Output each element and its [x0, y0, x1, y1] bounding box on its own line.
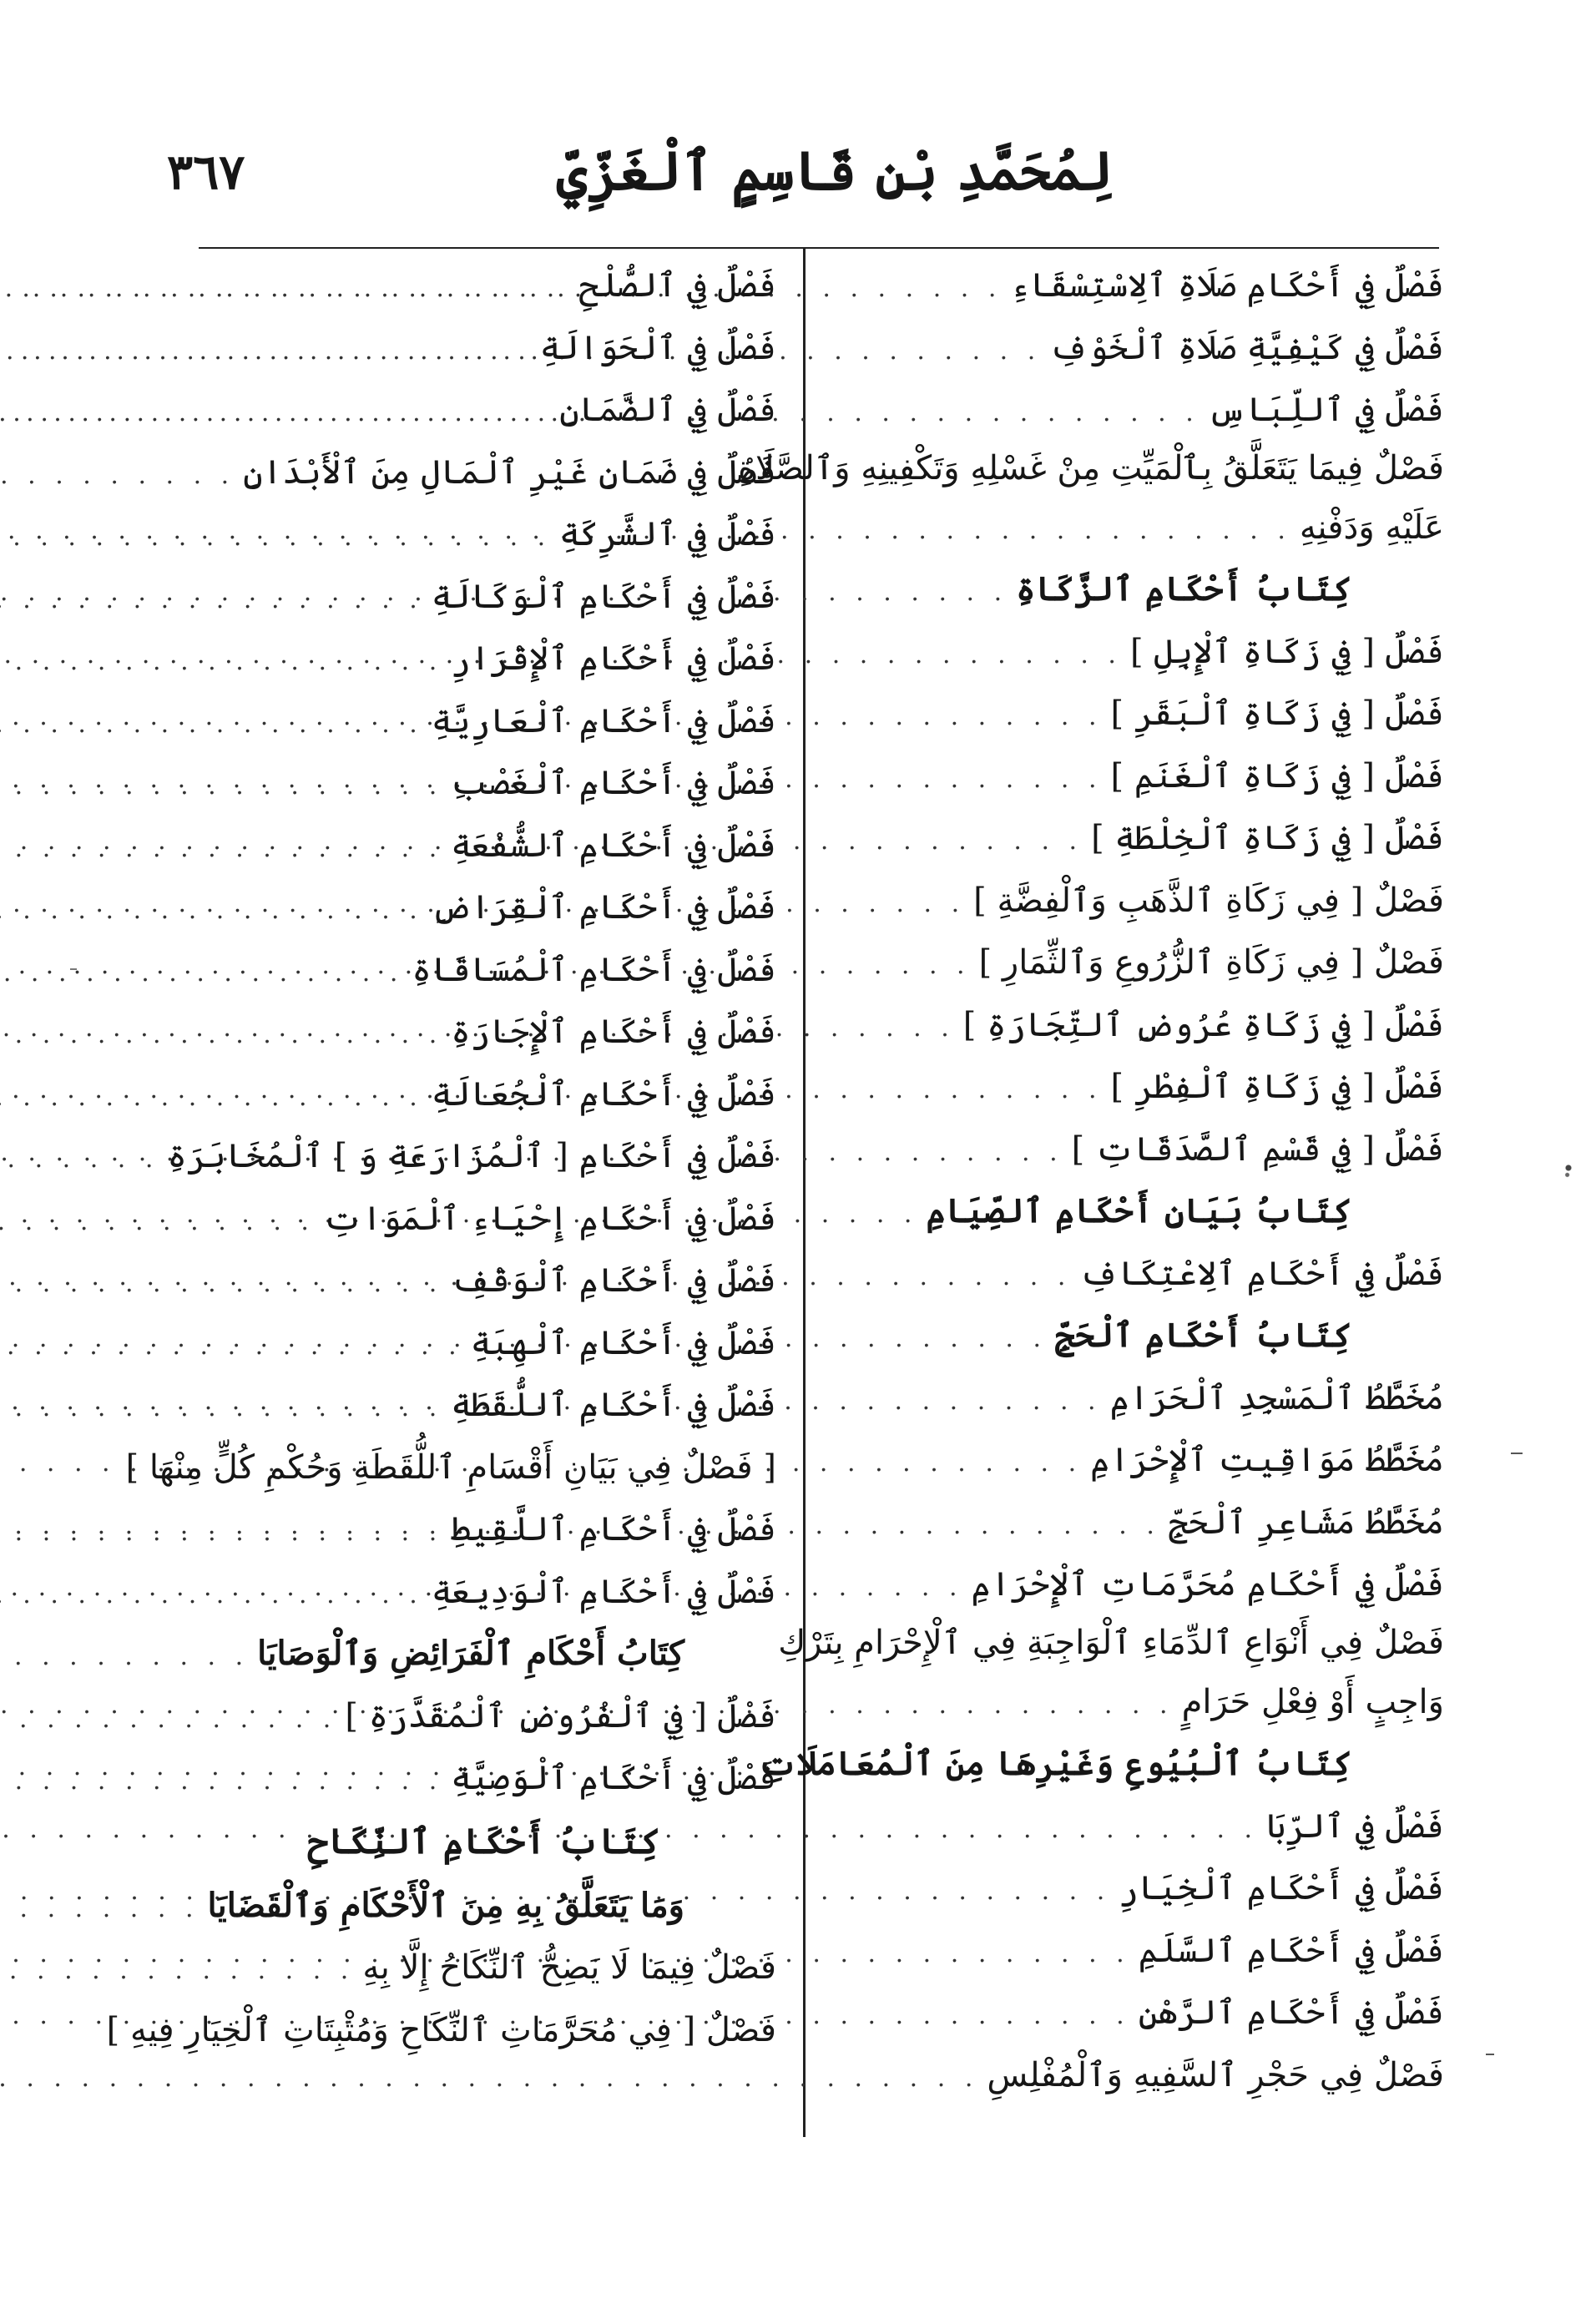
toc-entry: [860, 1118, 1444, 1180]
toc-entry-title: [ فَصْلٌ فِي بَيَانِ أَقْسَامِ ٱللُّقَطَةِ وَحُكْمِ كُلٍّ مِنْهَا ]: [125, 1448, 776, 1487]
toc-entry: [192, 378, 776, 441]
toc-entry-title: فَصْلٌ فِي أَحْكَامِ ٱلرَّهْنِ: [1138, 1993, 1444, 2032]
toc-entry-title: فَصْلٌ فِي أَحْكَامِ صَلَاةِ ٱلِاسْتِسْقَاءِ: [1010, 266, 1444, 305]
toc-entry: [192, 938, 776, 1001]
toc-leader-dots: [0, 1377, 451, 1440]
toc-entry-title: فَصْلٌ فِي ٱلْحَوَالَةِ: [539, 328, 776, 367]
toc-leader-dots: [0, 1689, 345, 1751]
toc-leader-dots: [0, 1253, 451, 1316]
toc-leader-dots: [0, 258, 579, 321]
toc-entry-title: فَصْلٌ [ فِي زَكَاةِ عُرُوضِ ٱلتِّجَارَةِ ]: [962, 1005, 1444, 1044]
toc-entry: [860, 682, 1444, 745]
scan-mark: [1511, 1453, 1523, 1454]
toc-entry: [192, 1000, 776, 1063]
toc-entry-title: فَصْلٌ فِي أَحْكَامِ ٱلْإِقْرَارِ: [451, 639, 776, 678]
toc-entry: [192, 876, 776, 938]
toc-leader-dots: [0, 818, 451, 881]
toc-entry: [860, 2044, 1444, 2106]
toc-entry: [192, 503, 776, 565]
toc-entry-title: فَصْلٌ فِي أَحْكَامِ ٱلْوَكَالَةِ: [431, 577, 776, 616]
toc-entry-title: فَصْلٌ فِي أَحْكَامِ ٱلْخِيَارِ: [1119, 1869, 1444, 1907]
toc-entry: [192, 1746, 776, 1809]
toc-entry: [860, 1795, 1444, 1857]
toc-entry-title: فَصْلٌ فِي ٱلرِّبَا: [1266, 1806, 1444, 1846]
toc-entry-title: فَصْلٌ فِي أَحْكَامِ ٱلشُّفْعَةِ: [451, 826, 776, 865]
toc-entry: [192, 1373, 776, 1436]
toc-entry: [192, 565, 776, 628]
toc-entry: [192, 316, 776, 379]
toc-entry: [192, 690, 776, 752]
toc-entry: [192, 627, 776, 690]
toc-entry-title: فَصْلٌ [ فِي زَكَاةِ ٱلْبَقَرِ ]: [1110, 695, 1444, 733]
toc-entry-title: مُخَطَّطُ ٱلْمَسْجِدِ ٱلْحَرَامِ: [1109, 1378, 1444, 1417]
toc-entry-title: فَصْلٌ فِي أَحْكَامِ ٱلْوَقْفِ: [451, 1261, 776, 1300]
toc-entry-title: فَصْلٌ [ فِي زَكَاةِ ٱلْإِبِلِ ]: [1129, 632, 1444, 671]
toc-entry: [860, 496, 1444, 558]
page-number: ٣٦٧: [167, 144, 245, 200]
toc-leader-dots: [0, 569, 432, 632]
toc-entry-title: فَصْلٌ فِي أَحْكَامِ ٱلْقِرَاضِ: [431, 888, 776, 927]
scan-mark: [70, 968, 77, 970]
toc-book-entry: [192, 1622, 776, 1685]
toc-entry: [860, 1055, 1444, 1118]
toc-entry-title: فَصْلٌ فِي ٱللِّبَاسِ: [1207, 391, 1444, 429]
toc-entry-title: فَصْلٌ فِي أَحْكَامِ ٱلْعَارِيَّةِ: [431, 701, 776, 740]
toc-leader-dots: [0, 1004, 451, 1067]
running-header-title: لِمُحَمَّدِ بْنِ قَاسِمٍ ٱلْغَزِّيِّ: [556, 140, 1114, 203]
toc-entry-title: وَاجِبٍ أَوْ فِعْلِ حَرَامٍ: [1181, 1682, 1444, 1721]
header-rule: [199, 247, 1439, 249]
toc-entry-title: فَصْلٌ فِي أَنْوَاعِ ٱلدِّمَاءِ ٱلْوَاجِبَةِ فِي ٱلْإِحْرَامِ بِتَرْكِ: [778, 1623, 1444, 1662]
toc-entry: [860, 316, 1444, 379]
toc-left-column: [106, 254, 776, 2060]
toc-entry-title: فَصْلٌ فِي ٱلصُّلْحِ: [578, 266, 776, 305]
toc-entry: [860, 254, 1444, 316]
toc-leader-dots: [0, 507, 559, 569]
toc-book-heading: كِتَابُ أَحْكَامِ ٱلنِّكَاحِ: [307, 1820, 661, 1862]
toc-leader-dots: [0, 1129, 167, 1191]
toc-entry: [192, 1311, 776, 1374]
toc-leader-dots: [0, 445, 243, 508]
toc-entry-title: فَصْلٌ فِي أَحْكَامِ [ ٱلْمُزَارَعَةِ وَ ] ٱلْمُخَابَرَةِ: [167, 1137, 776, 1175]
toc-leader-dots: [0, 942, 412, 1005]
toc-entry: [860, 745, 1444, 807]
toc-leader-dots: [0, 382, 559, 445]
toc-book-entry: [860, 1304, 1444, 1367]
toc-entry: [778, 1615, 1444, 1670]
toc-entry: [192, 1249, 776, 1311]
toc-leader-dots: [0, 321, 540, 383]
toc-leader-dots: [0, 631, 451, 694]
toc-leader-dots: [0, 1502, 451, 1564]
toc-entry-title: فَصْلٌ فِي أَحْكَامِ مُحَرَّمَاتِ ٱلْإِحْرَامِ: [971, 1565, 1444, 1604]
toc-book-entry: [860, 558, 1444, 620]
toc-entry: [860, 1857, 1444, 1919]
toc-entry-title: فَصْلٌ فِي أَحْكَامِ ٱلْجُعَالَةِ: [431, 1074, 776, 1114]
toc-entry: [860, 620, 1444, 683]
toc-entry-title: كِتَابُ أَحْكَامِ ٱلْحَجِّ: [1055, 1316, 1352, 1355]
toc-entry: [860, 806, 1444, 869]
toc-entry: [738, 441, 1444, 496]
toc-entry-title: فَصْلٌ فِي كَيْفِيَّةِ صَلَاةِ ٱلْخَوْفِ: [1049, 328, 1444, 367]
toc-leader-dots: [0, 1626, 257, 1689]
toc-entry-title: فَصْلٌ فِيمَا يَتَعَلَّقُ بِٱلْمَيِّتِ مِنْ غَسْلِهِ وَتَكْفِينِهِ وَٱلصَّلَاةِ: [738, 448, 1444, 488]
toc-entry-title: فَصْلٌ فِي أَحْكَامِ إِحْيَاءِ ٱلْمَوَاتِ: [322, 1199, 776, 1238]
toc-entry-title: فَصْلٌ [ فِي ٱلْفُرُوضِ ٱلْمُقَدَّرَةِ ]: [345, 1696, 776, 1736]
scan-speck: [1563, 1150, 1574, 1185]
toc-entry: [106, 1998, 776, 2061]
toc-entry-title: فَصْلٌ فِي أَحْكَامِ ٱلْوَدِيعَةِ: [431, 1572, 776, 1611]
toc-entry: [860, 1242, 1444, 1305]
toc-entry-title: فَصْلٌ فِي ٱلضَّمَانِ: [559, 391, 776, 429]
toc-book-entry: [860, 1180, 1444, 1242]
toc-entry: [860, 1981, 1444, 2044]
toc-leader-dots: [0, 694, 432, 756]
toc-entry: [860, 869, 1444, 932]
toc-entry: [192, 814, 776, 877]
toc-entry: [192, 1187, 776, 1250]
toc-leader-dots: [0, 1067, 432, 1129]
toc-entry-title: فَصْلٌ فِي حَجْرِ ٱلسَّفِيهِ وَٱلْمُفْلِسِ: [987, 2055, 1444, 2094]
toc-entry: [860, 931, 1444, 993]
toc-entry-title: فَصْلٌ فِي أَحْكَامِ ٱلْإِجَارَةِ: [451, 1013, 776, 1051]
toc-entry-title: كِتَابُ ٱلْبُيُوعِ وَغَيْرِهَا مِنَ ٱلْمُعَامَلَاتِ: [758, 1744, 1352, 1783]
toc-entry: [192, 1685, 776, 1747]
toc-entry: [192, 441, 776, 503]
toc-entry: [860, 1553, 1444, 1615]
toc-leader-dots: [0, 1878, 207, 1941]
toc-book-entry: [192, 1874, 776, 1937]
toc-entry: [860, 1670, 1444, 1733]
toc-entry-title: فَصْلٌ [ فِي زَكَاةِ ٱلذَّهَبِ وَٱلْفِضَّةِ ]: [973, 881, 1444, 920]
toc-entry-title: فَصْلٌ فِيمَا لَا يَصِحُّ ٱلنِّكَاحُ إِلَّا بِهِ: [362, 1948, 776, 1987]
toc-entry-title: فَصْلٌ [ فِي زَكَاةِ ٱلْخِلْطَةِ ]: [1091, 819, 1444, 857]
toc-entry: [167, 1124, 776, 1187]
toc-leader-dots: [0, 755, 451, 818]
toc-entry-title: فَصْلٌ [ فِي زَكَاةِ ٱلْفِطْرِ ]: [1110, 1068, 1444, 1106]
toc-entry-title: فَصْلٌ فِي ٱلشَّرِكَةِ: [559, 515, 776, 553]
toc-entry-title: كِتَابُ أَحْكَامِ ٱلْفَرَائِضِ وَٱلْوَصَايَا: [257, 1634, 684, 1673]
toc-entry-title: عَلَيْهِ وَدَفْنِهِ: [1299, 508, 1444, 547]
scan-mark: [1486, 2054, 1494, 2055]
toc-entry: [860, 1428, 1444, 1491]
toc-entry-title: فَصْلٌ فِي ضَمَانِ غَيْرِ ٱلْمَالِ مِنَ ٱلْأَبْدَانِ: [243, 452, 776, 492]
toc-entry: [192, 1936, 776, 1998]
toc-entry: [125, 1436, 776, 1498]
toc-entry: [192, 254, 776, 316]
toc-entry-title: كِتَابُ أَحْكَامِ ٱلزَّكَاةِ: [1016, 569, 1352, 609]
toc-entry-title: فَصْلٌ فِي أَحْكَامِ ٱلْغَصْبِ: [451, 764, 776, 802]
toc-entry: [192, 1560, 776, 1623]
toc-leader-dots: [0, 1564, 432, 1627]
toc-entry: [860, 378, 1444, 441]
toc-book-entry: [758, 1732, 1444, 1795]
toc-right-column: [738, 254, 1444, 2105]
toc-entry: [860, 993, 1444, 1056]
toc-entry-title: فَصْلٌ فِي أَحْكَامِ ٱللَّقِيطِ: [451, 1510, 776, 1549]
toc-entry: [860, 1367, 1444, 1429]
toc-leader-dots: [0, 1940, 362, 2003]
toc-entry-title: فَصْلٌ فِي أَحْكَامِ ٱلْوَصِيَّةِ: [451, 1759, 776, 1797]
toc-leader-dots: [0, 1316, 471, 1378]
toc-entry-title: فَصْلٌ [ فِي قَسْمِ ٱلصَّدَقَاتِ ]: [1071, 1129, 1444, 1169]
toc-entry-title: فَصْلٌ فِي أَحْكَامِ ٱلِاعْتِكَافِ: [1079, 1254, 1444, 1293]
toc-leader-dots: [0, 880, 432, 942]
toc-entry-title: فَصْلٌ [ فِي زَكَاةِ ٱلزُّرُوعِ وَٱلثِّمَارِ ]: [978, 943, 1444, 982]
toc-entry-title: فَصْلٌ فِي أَحْكَامِ ٱلسَّلَمِ: [1138, 1931, 1444, 1970]
toc-entry: [860, 1491, 1444, 1554]
toc-entry-title: فَصْلٌ فِي أَحْكَامِ ٱللُّقَطَةِ: [451, 1386, 776, 1424]
toc-entry-title: فَصْلٌ فِي أَحْكَامِ ٱلْمُسَاقَاةِ: [412, 950, 776, 989]
toc-entry: [860, 1919, 1444, 1982]
toc-entry: [192, 1498, 776, 1560]
toc-entry-title: مُخَطَّطُ مَوَاقِيتِ ٱلْإِحْرَامِ: [1090, 1441, 1444, 1479]
toc-entry-title: فَصْلٌ [ فِي مُحَرَّمَاتِ ٱلنِّكَاحِ وَمُثْبِتَاتِ ٱلْخِيَارِ فِيهِ ]: [106, 2010, 776, 2049]
toc-entry: [192, 1063, 776, 1125]
toc-leader-dots: [0, 1751, 451, 1813]
toc-entry: [192, 751, 776, 814]
toc-entry-title: وَمَا يَتَعَلَّقُ بِهِ مِنَ ٱلْأَحْكَامِ وَٱلْقَضَايَا: [207, 1885, 684, 1925]
toc-entry-title: مُخَطَّطُ مَشَاعِرِ ٱلْحَجِّ: [1168, 1503, 1444, 1542]
toc-entry-title: فَصْلٌ [ فِي زَكَاةِ ٱلْغَنَمِ ]: [1110, 756, 1444, 796]
toc-entry-title: كِتَابُ بَيَانِ أَحْكَامِ ٱلصِّيَامِ: [926, 1191, 1352, 1230]
toc-leader-dots: [0, 1191, 323, 1254]
toc-entry-title: فَصْلٌ فِي أَحْكَامِ ٱلْهِبَةِ: [470, 1323, 776, 1362]
